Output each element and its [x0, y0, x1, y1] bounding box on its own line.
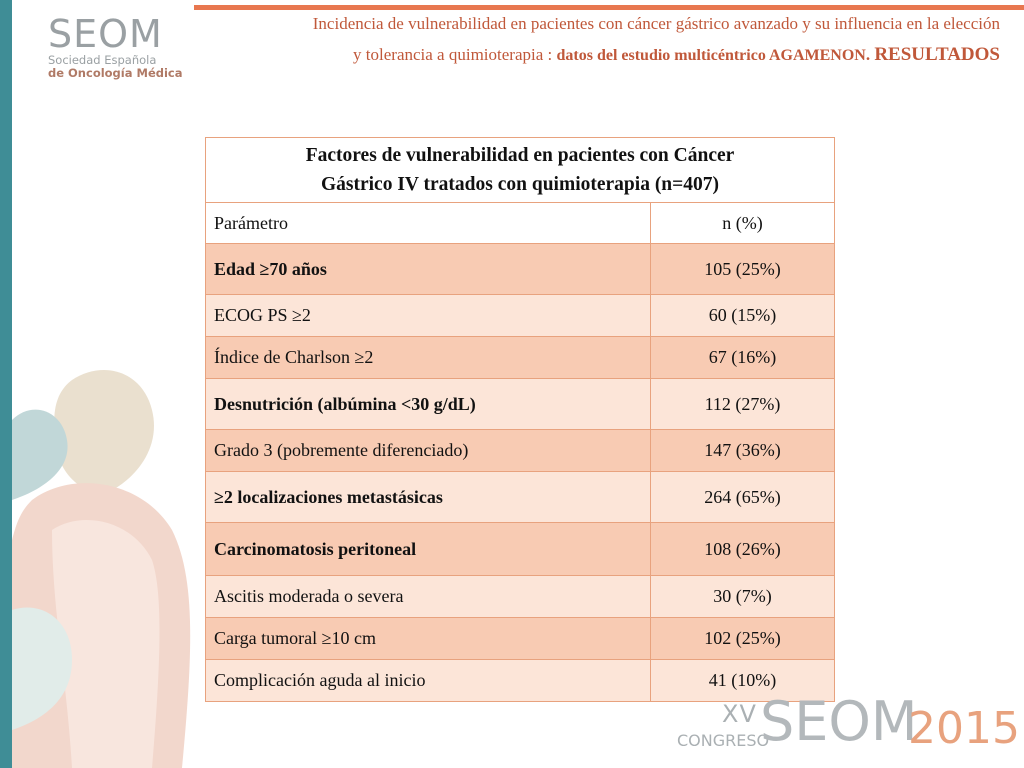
table-row	[206, 660, 835, 702]
row-parameter: ≥2 localizaciones metastásicas	[206, 472, 651, 523]
caption-line-2: Gástrico IV tratados con quimioterapia (n=407)	[320, 174, 720, 195]
row-parameter: Complicación aguda al inicio	[206, 660, 651, 702]
row-value: 60 (15%)	[651, 295, 835, 337]
row-value: 67 (16%)	[651, 337, 835, 379]
table-row	[206, 523, 835, 576]
title-segment-study: datos del estudio multicéntrico	[556, 47, 769, 64]
title-segment-resultados: RESULTADOS	[874, 44, 1000, 65]
row-value: 108 (26%)	[651, 523, 835, 576]
logo-subtitle-2: de Oncología Médica	[48, 66, 183, 80]
column-header-parameter: Parámetro	[206, 203, 651, 244]
row-parameter: Carcinomatosis peritoneal	[206, 523, 651, 576]
table-row	[206, 337, 835, 379]
table-caption	[206, 138, 835, 203]
row-parameter: Índice de Charlson ≥2	[206, 337, 651, 379]
slide-title-line-1: Incidencia de vulnerabilidad en pacientes con cáncer gástrico avanzado y su influencia en la elección	[312, 14, 1000, 33]
title-segment-plain: y tolerancia a quimioterapia :	[353, 45, 557, 64]
row-value: 105 (25%)	[651, 244, 835, 295]
caption-line-1: Factores de vulnerabilidad en pacientes con Cáncer	[305, 145, 735, 166]
row-parameter: Edad ≥70 años	[206, 244, 651, 295]
row-value: 112 (27%)	[651, 379, 835, 430]
logo-subtitle-1: Sociedad Española	[48, 53, 157, 67]
table-row	[206, 379, 835, 430]
logo-wordmark: SEOM	[48, 12, 163, 56]
footer-edition: XV	[722, 700, 757, 728]
footer-seom-wordmark: SEOM	[760, 690, 918, 753]
title-segment-separator: .	[865, 45, 875, 64]
column-header-value: n (%)	[651, 203, 835, 244]
row-parameter: Ascitis moderada o severa	[206, 576, 651, 618]
table-row	[206, 430, 835, 472]
row-value: 264 (65%)	[651, 472, 835, 523]
slide-title-line-2	[353, 44, 1000, 66]
table-caption-row	[206, 138, 835, 203]
footer-congreso: CONGRESO	[677, 731, 770, 750]
table-row	[206, 576, 835, 618]
table-row	[206, 295, 835, 337]
title-segment-agamenon: AGAMENON	[768, 47, 866, 64]
row-value: 147 (36%)	[651, 430, 835, 472]
row-parameter: ECOG PS ≥2	[206, 295, 651, 337]
header-accent-rule	[194, 5, 1024, 10]
row-value: 41 (10%)	[651, 660, 835, 702]
row-parameter: Desnutrición (albúmina <30 g/dL)	[206, 379, 651, 430]
table-header-row	[206, 203, 835, 244]
table-row	[206, 618, 835, 660]
seom-logo[interactable]	[48, 14, 188, 80]
table-row	[206, 472, 835, 523]
vulnerability-factors-table	[205, 137, 835, 702]
row-value: 30 (7%)	[651, 576, 835, 618]
left-accent-strip	[0, 0, 12, 768]
table-row	[206, 244, 835, 295]
decorative-illustration	[12, 360, 202, 768]
row-parameter: Grado 3 (pobremente diferenciado)	[206, 430, 651, 472]
row-parameter: Carga tumoral ≥10 cm	[206, 618, 651, 660]
footer-year: 2015	[908, 703, 1020, 754]
row-value: 102 (25%)	[651, 618, 835, 660]
